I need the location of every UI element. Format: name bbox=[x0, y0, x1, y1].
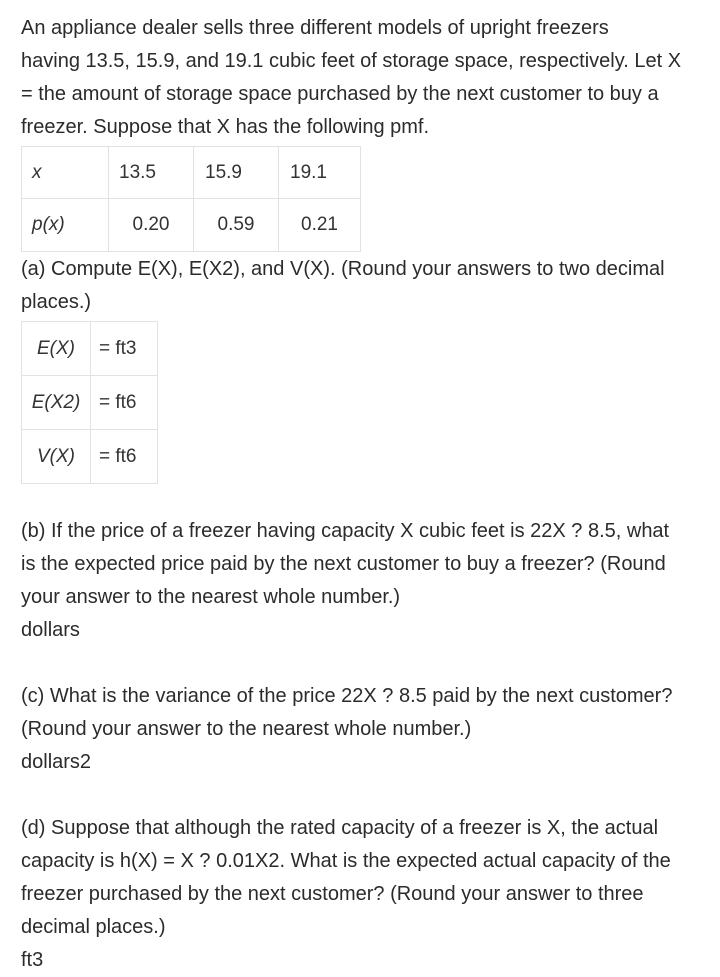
part-a-question bbox=[21, 253, 711, 319]
text-line: (c) What is the variance of the price 22X ? 8.5 paid by the next customer? bbox=[21, 685, 673, 707]
answer-unit: dollars bbox=[21, 619, 80, 641]
answer-row bbox=[22, 376, 158, 430]
answer-unit: dollars2 bbox=[21, 751, 92, 773]
text-line: capacity is h(X) = X ? 0.01X2. What is the expected actual capacity of the bbox=[21, 850, 671, 872]
pmf-x-value: 15.9 bbox=[194, 147, 279, 199]
pmf-x-row bbox=[22, 147, 361, 199]
text-line: your answer to the nearest whole number.) bbox=[21, 586, 401, 608]
text-line: is the expected price paid by the next customer to buy a freezer? (Round bbox=[21, 553, 666, 575]
pmf-x-value: 13.5 bbox=[109, 147, 194, 199]
pmf-p-value: 0.59 bbox=[194, 199, 279, 252]
pmf-table bbox=[21, 146, 361, 252]
pmf-x-header: x bbox=[22, 147, 109, 199]
text-line: (d) Suppose that although the rated capacity of a freezer is X, the actual bbox=[21, 817, 659, 839]
text-line: freezer. Suppose that X has the following pmf. bbox=[21, 116, 430, 138]
part-d-question bbox=[21, 812, 711, 977]
text-line: (Round your answer to the nearest whole number.) bbox=[21, 718, 472, 740]
answer-row bbox=[22, 430, 158, 484]
text-line: (a) Compute E(X), E(X2), and V(X). (Round your answers to two decimal bbox=[21, 258, 665, 280]
text-line: freezer purchased by the next customer? (Round your answer to three bbox=[21, 883, 644, 905]
answer-row bbox=[22, 322, 158, 376]
pmf-p-header: p(x) bbox=[22, 199, 109, 252]
answer-field[interactable]: = ft6 bbox=[91, 430, 158, 484]
text-line: decimal places.) bbox=[21, 916, 166, 938]
problem-intro bbox=[21, 12, 711, 144]
text-line: = the amount of storage space purchased by the next customer to buy a bbox=[21, 83, 659, 105]
text-line: having 13.5, 15.9, and 19.1 cubic feet of storage space, respectively. Let X bbox=[21, 50, 682, 72]
text-line: An appliance dealer sells three different models of upright freezers bbox=[21, 17, 609, 39]
text-line: places.) bbox=[21, 291, 92, 313]
answer-unit: ft3 bbox=[21, 949, 44, 971]
answer-label: E(X2) bbox=[22, 376, 91, 430]
answer-label: V(X) bbox=[22, 430, 91, 484]
answer-label: E(X) bbox=[22, 322, 91, 376]
pmf-p-value: 0.21 bbox=[279, 199, 361, 252]
answer-field[interactable]: = ft3 bbox=[91, 322, 158, 376]
answer-field[interactable]: = ft6 bbox=[91, 376, 158, 430]
part-c-question bbox=[21, 680, 711, 779]
pmf-p-row bbox=[22, 199, 361, 252]
pmf-p-value: 0.20 bbox=[109, 199, 194, 252]
pmf-x-value: 19.1 bbox=[279, 147, 361, 199]
part-b-question bbox=[21, 515, 711, 647]
part-a-answer-table bbox=[21, 321, 158, 484]
text-line: (b) If the price of a freezer having capacity X cubic feet is 22X ? 8.5, what bbox=[21, 520, 670, 542]
